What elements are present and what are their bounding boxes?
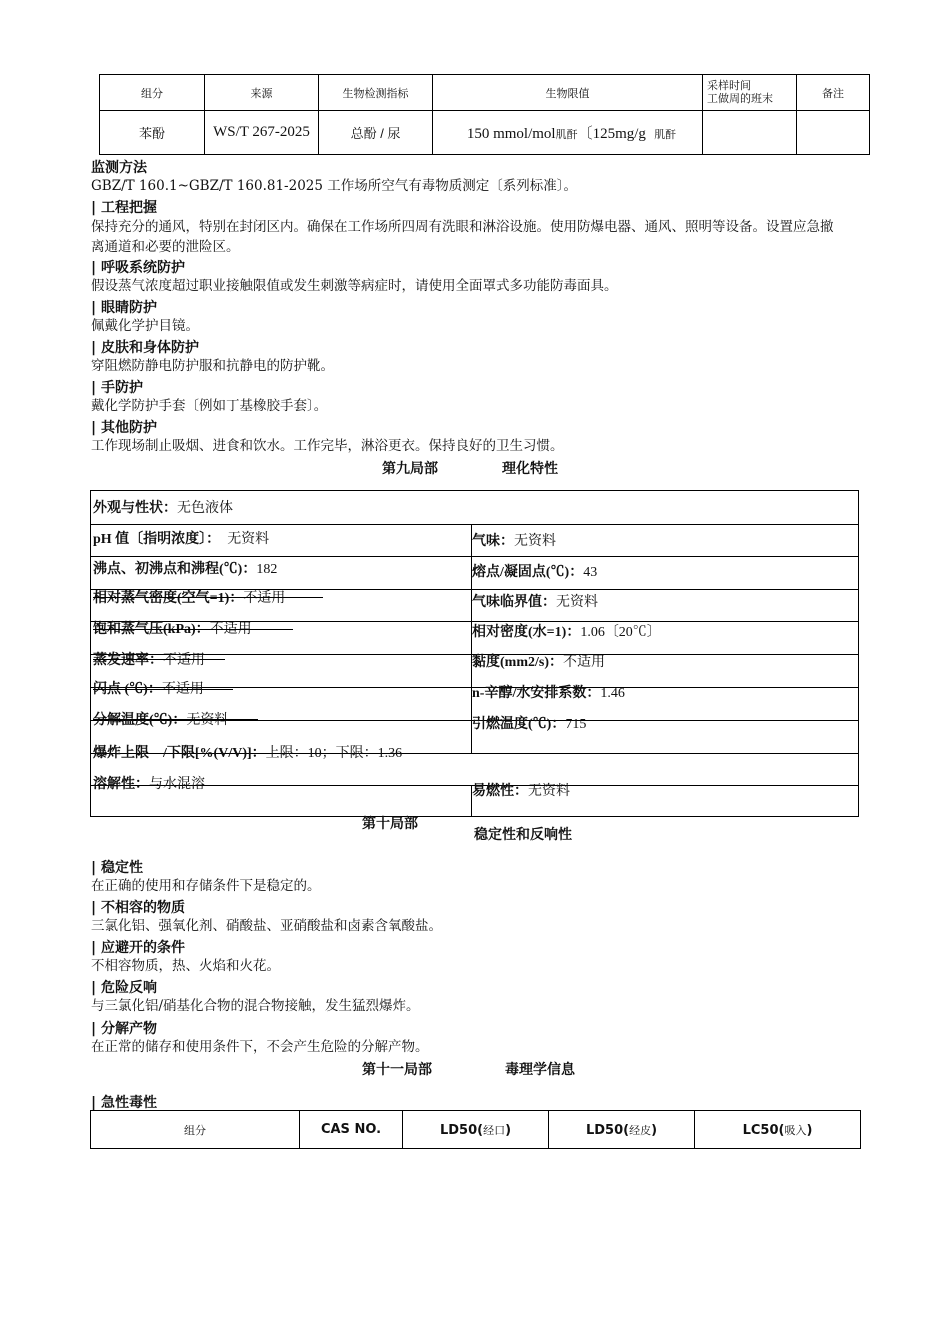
incompatible-heading: | 不相容的物质: [91, 900, 185, 916]
hand-heading: | 手防护: [91, 380, 143, 396]
tox-header-cas: CAS NO.: [300, 1111, 403, 1149]
partition-coefficient-cell: n-辛醇/水安排系数：1.46: [472, 686, 625, 701]
relative-density-cell: 相对密度(水=1)：1.06〔20℃〕: [472, 625, 661, 640]
vapor-density-cell: 相对蒸气密度(空气=1)：不适用: [93, 591, 286, 606]
limit-value-d: 肌酐: [654, 128, 677, 141]
cell-remark: [797, 111, 870, 155]
cell-limit: [433, 111, 703, 155]
viscosity-cell: 黏度(mm2/s)：不适用: [472, 655, 605, 670]
boiling-point-cell: 沸点、初沸点和沸程(℃)：182: [93, 562, 278, 577]
solubility-cell: 溶解性：与水混溶: [93, 777, 205, 792]
odor-cell: 气味：无资料: [472, 534, 556, 549]
evaporation-rate-cell: 蒸发速率：不适用: [93, 653, 205, 668]
section11-title: 毒理学信息: [505, 1062, 575, 1078]
section10-title: 稳定性和反响性: [474, 827, 572, 843]
header-sampling-time: [703, 75, 797, 111]
ph-cell: pH 值〔指明浓度〕： 无资料: [93, 532, 270, 547]
header-source: 来源: [205, 75, 319, 111]
limit-value-b: 肌酐: [555, 128, 578, 141]
engineering-text: 保持充分的通风，特别在封闭区内。确保在工作场所四周有洗眼和淋浴设施。使用防爆电器、通风、照明等设备。设置应急撤离通道和必要的泄险区。: [91, 219, 834, 255]
section11-part: 第十一局部: [362, 1062, 432, 1078]
header-remark: 备注: [797, 75, 870, 111]
eye-heading: | 眼睛防护: [91, 300, 157, 316]
hazardous-reaction-text: 与三氯化铝/硝基化合物的混合物接触，发生猛烈爆炸。: [91, 998, 420, 1014]
limit-value-c: 〔125mg/g: [577, 126, 646, 142]
melting-point-cell: 熔点/凝固点(℃)：43: [472, 565, 598, 580]
eye-text: 佩戴化学护目镜。: [91, 318, 199, 334]
cell-source: WS/T 267-2025: [205, 111, 319, 155]
header-sampling-line1: 采样时间: [707, 79, 751, 92]
stability-text: 在正确的使用和存储条件下是稳定的。: [91, 878, 321, 894]
flammability-cell: 易燃性：无资料: [472, 784, 570, 799]
engineering-heading: | 工程把握: [91, 200, 157, 216]
header-limit: 生物限值: [433, 75, 703, 111]
decomposition-heading: | 分解产物: [91, 1021, 157, 1037]
cell-component: 苯酚: [100, 111, 205, 155]
monitor-heading: 监测方法: [91, 160, 147, 176]
decomposition-temp-cell: 分解温度(℃)：无资料: [93, 713, 229, 728]
tox-header-ld50-dermal: LD50(经皮): [549, 1111, 695, 1149]
section9-title: 理化特性: [502, 461, 558, 477]
explosion-limits-cell: 爆炸上限 /下限[%(V/V)]：上限：10；下限：1.36: [93, 746, 403, 761]
appearance-cell: 外观与性状：无色液体: [93, 501, 233, 516]
biological-limits-table: [99, 74, 870, 155]
table-header-row: [91, 1111, 861, 1149]
tox-header-ld50-oral: LD50(经口): [403, 1111, 549, 1149]
decomposition-text: 在正常的储存和使用条件下，不会产生危险的分解产物。: [91, 1039, 429, 1055]
acute-toxicity-table: [90, 1110, 861, 1149]
section10-part: 第十局部: [362, 816, 418, 832]
limit-value-a: 150 mmol/mol: [466, 126, 556, 142]
other-text: 工作现场制止吸烟、进食和饮水。工作完毕，淋浴更衣。保持良好的卫生习惯。: [91, 438, 564, 454]
vapor-pressure-cell: 饱和蒸气压(kPa)：不适用: [93, 622, 252, 637]
autoignition-temp-cell: 引燃温度(℃)：715: [472, 717, 587, 732]
header-sampling-line2: 工做周的班末: [707, 92, 773, 105]
odor-threshold-cell: 气味临界值：无资料: [472, 595, 598, 610]
header-component: 组分: [100, 75, 205, 111]
monitor-text: GBZ/T 160.1~GBZ/T 160.81-2025 工作场所空气有毒物质测定〔系列标准〕。: [91, 178, 578, 194]
hand-text: 戴化学防护手套〔例如丁基橡胶手套〕。: [91, 398, 328, 414]
physical-properties-table: [90, 490, 859, 817]
acute-toxicity-heading: | 急性毒性: [91, 1095, 157, 1111]
skin-heading: | 皮肤和身体防护: [91, 340, 199, 356]
tox-header-lc50: LC50(吸入): [695, 1111, 861, 1149]
respiratory-heading: | 呼吸系统防护: [91, 260, 185, 276]
skin-text: 穿阻燃防静电防护服和抗静电的防护靴。: [91, 358, 334, 374]
incompatible-text: 三氯化铝、强氧化剂、硝酸盐、亚硝酸盐和卤素含氧酸盐。: [91, 918, 442, 934]
header-indicator: 生物检测指标: [319, 75, 433, 111]
cell-sampling: [703, 111, 797, 155]
table-row: [100, 111, 870, 155]
avoid-conditions-text: 不相容物质，热、火焰和火花。: [91, 958, 280, 974]
avoid-conditions-heading: | 应避开的条件: [91, 940, 185, 956]
tox-header-component: 组分: [91, 1111, 300, 1149]
hazardous-reaction-heading: | 危险反响: [91, 980, 157, 996]
section9-part: 第九局部: [382, 461, 438, 477]
stability-heading: | 稳定性: [91, 860, 143, 876]
cell-indicator: 总酚 / 尿: [319, 111, 433, 155]
flash-point-cell: 闪点 (℃)：不适用: [93, 682, 204, 697]
table-header-row: [100, 75, 870, 111]
respiratory-text: 假设蒸气浓度超过职业接触限值或发生刺激等病症时，请使用全面罩式多功能防毒面具。: [91, 278, 618, 294]
other-heading: | 其他防护: [91, 420, 157, 436]
